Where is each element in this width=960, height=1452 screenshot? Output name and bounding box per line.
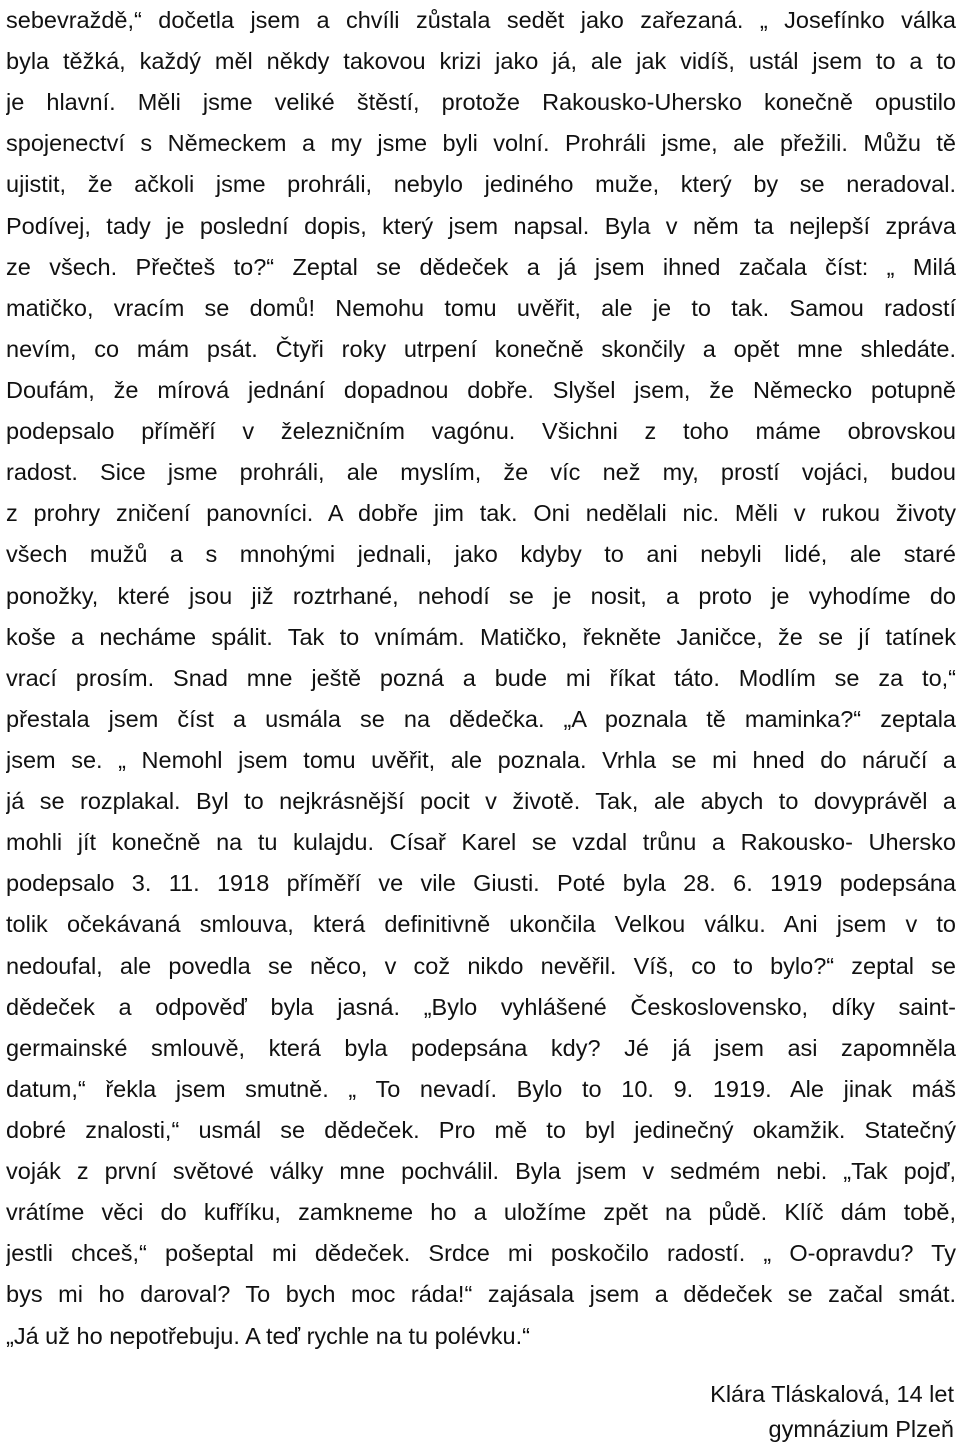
text-line: tolik očekávaná smlouva, která definitivně ukončila Velkou válku. Ani jsem v to [6,911,956,938]
author-signature [554,1377,954,1447]
text-line: mohli jít konečně na tu kulajdu. Císař Karel se vzdal trůnu a Rakousko- Uhersko [6,829,956,856]
text-line: bys mi ho daroval? To bych moc ráda!“ zajásala jsem a dědeček se začal smát. [6,1281,956,1308]
author-school: gymnázium Plzeň [768,1416,954,1442]
text-line: podepsalo 3. 11. 1918 příměří ve vile Giusti. Poté byla 28. 6. 1919 podepsána [6,870,956,897]
text-line: nedoufal, ale povedla se něco, v což nikdo nevěřil. Víš, co to bylo?“ zeptal se [6,952,956,979]
text-line: dobré znalosti,“ usmál se dědeček. Pro mě to byl jedinečný okamžik. Statečný [6,1116,956,1143]
text-line: voják z první světové války mne pochválil. Byla jsem v sedmém nebi. „Tak pojď, [6,1158,956,1185]
text-line-final: „Já už ho nepotřebuju. A teď rychle na tu polévku.“ [6,1322,530,1349]
author-name: Klára Tláskalová, 14 let [710,1381,954,1407]
text-line: ze všech. Přečteš to?“ Zeptal se dědeček a já jsem ihned začala číst: „ Milá [6,253,956,280]
text-line: Doufám, že mírová jednání dopadnou dobře. Slyšel jsem, že Německo potupně [6,376,956,403]
text-line: germainské smlouvě, která byla podepsána kdy? Jé já jsem asi zapomněla [6,1034,956,1061]
text-line: já se rozplakal. Byl to nejkrásnější pocit v životě. Tak, ale abych to dovyprávěl a [6,788,956,815]
text-line: vrací prosím. Snad mne ještě pozná a bude mi říkat táto. Modlím se za to,“ [6,664,956,691]
text-line: sebevraždě,“ dočetla jsem a chvíli zůstala sedět jako zařezaná. „ Josefínko válka [6,7,956,33]
text-line: nevím, co mám psát. Čtyři roky utrpení konečně skončily a opět mne shledáte. [6,335,956,362]
text-line: koše a necháme spálit. Tak to vnímám. Matičko, řekněte Janičce, že se jí tatínek [6,623,956,650]
text-line: jestli chceš,“ pošeptal mi dědeček. Srdce mi poskočilo radostí. „ O-opravdu? Ty [6,1240,956,1267]
text-line: ujistit, že ačkoli jsme prohráli, nebylo jediného muže, který by se neradoval. [6,171,956,198]
text-line: matičko, vracím se domů! Nemohu tomu uvěřit, ale je to tak. Samou radostí [6,294,956,321]
text-line: jsem se. „ Nemohl jsem tomu uvěřit, ale poznala. Vrhla se mi hned do náručí a [6,746,956,773]
text-line: dědeček a odpověď byla jasná. „Bylo vyhlášené Československo, díky saint- [6,993,956,1020]
text-line: Podívej, tady je poslední dopis, který jsem napsal. Byla v něm ta nejlepší zpráva [6,212,956,239]
text-line: z prohry zničení panovníci. A dobře jim tak. Oni nedělali nic. Měli v rukou životy [6,500,956,527]
text-line: je hlavní. Měli jsme veliké štěstí, protože Rakousko-Uhersko konečně opustilo [6,89,956,116]
text-line: ponožky, které jsou již roztrhané, nehodí se je nosit, a proto je vyhodíme do [6,582,956,609]
text-line: spojenectví s Německem a my jsme byli volní. Prohráli jsme, ale přežili. Můžu tě [6,130,956,157]
text-line: podepsalo příměří v železničním vagónu. Všichni z toho máme obrovskou [6,418,956,445]
text-line: všech mužů a s mnohými jednali, jako kdyby to ani nebyli lidé, ale staré [6,541,956,568]
text-line: radost. Sice jsme prohráli, ale myslím, že víc než my, prostí vojáci, budou [6,459,956,486]
text-line: přestala jsem číst a usmála se na dědečka. „A poznala tě maminka?“ zeptala [6,705,956,732]
story-text [6,0,956,1357]
text-line: vrátíme věci do kufříku, zamkneme ho a uložíme zpět na půdě. Klíč dám tobě, [6,1199,956,1226]
text-line: byla těžká, každý měl někdy takovou krizi jako já, ale jak vidíš, ustál jsem to a to [6,48,956,75]
text-line: datum,“ řekla jsem smutně. „ To nevadí. Bylo to 10. 9. 1919. Ale jinak máš [6,1075,956,1102]
